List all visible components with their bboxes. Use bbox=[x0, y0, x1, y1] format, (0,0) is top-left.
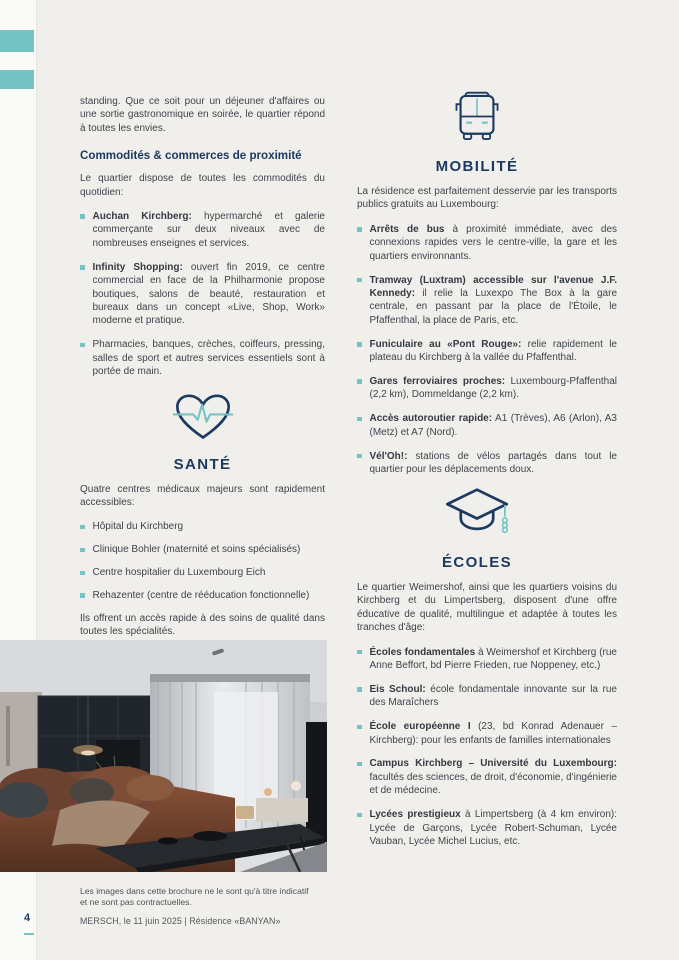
intro-paragraph: standing. Que ce soit pour un déjeuner d'affaires ou une sortie gastronomique en soirée, le quartier répond à toutes les envies. bbox=[80, 96, 325, 134]
bullet-square-icon bbox=[80, 571, 85, 576]
list-item bbox=[357, 375, 617, 402]
left-column bbox=[80, 95, 325, 650]
list-item-text: A1 (Trèves), A6 (Arlon), A3 (Metz) et A7 (Nord). bbox=[369, 413, 617, 438]
mobilite-lead: La résidence est parfaitement desservie par les transports publics gratuits au Luxembourg: bbox=[357, 186, 617, 211]
list-item bbox=[80, 589, 325, 602]
teal-block-bottom bbox=[0, 70, 34, 89]
sante-outro: Ils offrent un accès rapide à des soins de qualité dans toutes les spécialités. bbox=[80, 612, 325, 638]
list-item bbox=[357, 683, 617, 710]
list-item-lead: Eis Schoul: bbox=[369, 683, 426, 695]
bullet-square-icon bbox=[80, 525, 85, 530]
list-item-lead: Campus Kirchberg – Université du Luxembourg: bbox=[369, 758, 617, 770]
list-item-text: Hôpital du Kirchberg bbox=[92, 521, 184, 533]
list-item-text: (23, bd Konrad Adenauer – Kirchberg): pour les enfants de familles internationales bbox=[369, 721, 617, 746]
ecoles-title: ÉCOLES bbox=[441, 553, 513, 571]
page-number-underline bbox=[24, 933, 34, 935]
sante-section-header bbox=[80, 393, 325, 473]
list-item-text: à proximité immédiate, avec des connexions rapides vers le centre-ville, la gare et les quartiers environnants. bbox=[369, 223, 617, 262]
footer-text: MERSCH, le 11 juin 2025 | Résidence «BANYAN» bbox=[80, 916, 281, 926]
list-item-text: stations de vélos partagés dans tout le quartier pour les déplacements doux. bbox=[369, 450, 617, 475]
list-item-lead: Auchan Kirchberg: bbox=[92, 211, 192, 223]
bullet-square-icon bbox=[357, 417, 362, 422]
living-room-photo bbox=[0, 640, 327, 872]
list-item-text: école fondamentale innovante sur la rue des Maraîchers bbox=[369, 683, 617, 709]
bullet-square-icon bbox=[357, 379, 362, 384]
ecoles-section-header bbox=[357, 487, 597, 571]
list-item-text: Luxembourg-Pfaffenthal (2,2 km), Dommeldange (2,2 km). bbox=[369, 375, 617, 401]
list-item bbox=[357, 720, 617, 747]
commodites-heading: Commodités & commerces de proximité bbox=[80, 149, 302, 163]
bullet-square-icon bbox=[80, 593, 85, 598]
right-column bbox=[357, 88, 617, 859]
heart-pulse-icon bbox=[172, 393, 234, 443]
sante-title: SANTÉ bbox=[173, 455, 232, 473]
mobilite-title: MOBILITÉ bbox=[435, 158, 519, 175]
sante-list bbox=[80, 520, 325, 602]
list-item-lead: Infinity Shopping: bbox=[92, 261, 183, 273]
list-item-text: ouvert fin 2019, ce centre commercial en face de la Philharmonie propose boutiques, salons de beauté, restauration et bureaux dans un concept «Live, Shop, Work» moderne et pratique. bbox=[92, 261, 325, 327]
list-item-text: facultés des sciences, de droit, d'économie, d'ingénierie et de médecine. bbox=[369, 771, 617, 797]
bullet-square-icon bbox=[357, 342, 362, 347]
list-item bbox=[80, 261, 325, 328]
list-item-text: relie rapidement le plateau du Kirchberg à la vallée du Pfaffenthal. bbox=[369, 338, 617, 364]
bullet-square-icon bbox=[80, 548, 85, 553]
list-item bbox=[357, 757, 617, 797]
bullet-square-icon bbox=[357, 650, 362, 655]
ecoles-lead: Le quartier Weimershof, ainsi que les quartiers voisins du Kirchberg et du Limpertsberg, disposent d'une offre éducative de qualité, multilingue et adaptée à toutes les tranches d'âge: bbox=[357, 581, 617, 634]
list-item bbox=[80, 338, 325, 378]
list-item-text: Rehazenter (centre de rééducation fonctionnelle) bbox=[92, 590, 310, 602]
list-item bbox=[80, 543, 325, 556]
list-item-text: Centre hospitalier du Luxembourg Eich bbox=[92, 567, 266, 579]
list-item bbox=[357, 808, 617, 848]
list-item-lead: Lycées prestigieux bbox=[369, 809, 461, 821]
ecoles-list bbox=[357, 646, 617, 849]
bullet-square-icon bbox=[357, 725, 362, 730]
list-item bbox=[357, 223, 617, 263]
commodites-list bbox=[80, 210, 325, 378]
list-item-lead: Funiculaire au «Pont Rouge»: bbox=[369, 338, 522, 350]
bullet-square-icon bbox=[80, 343, 85, 348]
list-item-text: Pharmacies, banques, crèches, coiffeurs, pressing, salles de sport et autres services essentiels sont à portée de main. bbox=[92, 339, 325, 378]
bullet-square-icon bbox=[80, 214, 85, 219]
list-item-lead: École européenne I bbox=[369, 721, 471, 733]
graduation-cap-icon bbox=[444, 487, 510, 541]
list-item bbox=[357, 412, 617, 439]
list-item-text: à Limpertsberg (à 4 km environ): Lycée de Garçons, Lycée Robert-Schuman, Lycée Vauban, Lycée Michel Lucius, etc. bbox=[369, 809, 617, 847]
list-item bbox=[357, 274, 617, 328]
list-item-lead: Vél'Oh!: bbox=[369, 450, 408, 462]
bullet-square-icon bbox=[357, 278, 362, 283]
list-item-text: à Weimershof et Kirchberg (rue Anne Beffort, bd Pierre Frieden, rue Noppeney, etc.) bbox=[369, 646, 617, 671]
page-number: 4 bbox=[24, 912, 31, 924]
list-item bbox=[80, 566, 325, 579]
mobilite-section-header bbox=[357, 88, 597, 175]
list-item bbox=[80, 210, 325, 250]
bullet-square-icon bbox=[357, 227, 362, 232]
list-item bbox=[357, 450, 617, 477]
list-item-text: hypermarché et galerie commerçante sur deux niveaux avec de nombreuses enseignes et services. bbox=[92, 211, 325, 249]
photo-caption: Les images dans cette brochure ne le sont qu'à titre indicatif et ne sont pas contractuelles. bbox=[80, 885, 309, 908]
bullet-square-icon bbox=[357, 813, 362, 818]
list-item bbox=[80, 520, 325, 533]
commodites-lead: Le quartier dispose de toutes les commodités du quotidien: bbox=[80, 173, 325, 198]
bullet-square-icon bbox=[357, 762, 362, 767]
list-item-lead: Écoles fondamentales bbox=[369, 646, 476, 658]
list-item-lead: Arrêts de bus bbox=[369, 223, 445, 235]
list-item-text: Clinique Bohler (maternité et soins spécialisés) bbox=[92, 544, 301, 556]
bus-icon bbox=[454, 88, 500, 145]
list-item-lead: Accès autoroutier rapide: bbox=[369, 413, 493, 425]
list-item-lead: Tramway (Luxtram) accessible sur l'avenue J.F. Kennedy: bbox=[369, 274, 617, 299]
list-item bbox=[357, 338, 617, 365]
bullet-square-icon bbox=[357, 687, 362, 692]
list-item bbox=[357, 646, 617, 673]
list-item-lead: Gares ferroviaires proches: bbox=[369, 375, 506, 387]
bullet-square-icon bbox=[80, 265, 85, 270]
mobilite-list bbox=[357, 223, 617, 477]
sante-lead: Quatre centres médicaux majeurs sont rapidement accessibles: bbox=[80, 483, 325, 508]
list-item-text: il relie la Luxexpo The Box à la gare centrale, en passant par la place de l'Étoile, le Pfaffenthal, la place de Paris, etc. bbox=[369, 287, 617, 326]
teal-block-top bbox=[0, 30, 34, 52]
bullet-square-icon bbox=[357, 454, 362, 459]
